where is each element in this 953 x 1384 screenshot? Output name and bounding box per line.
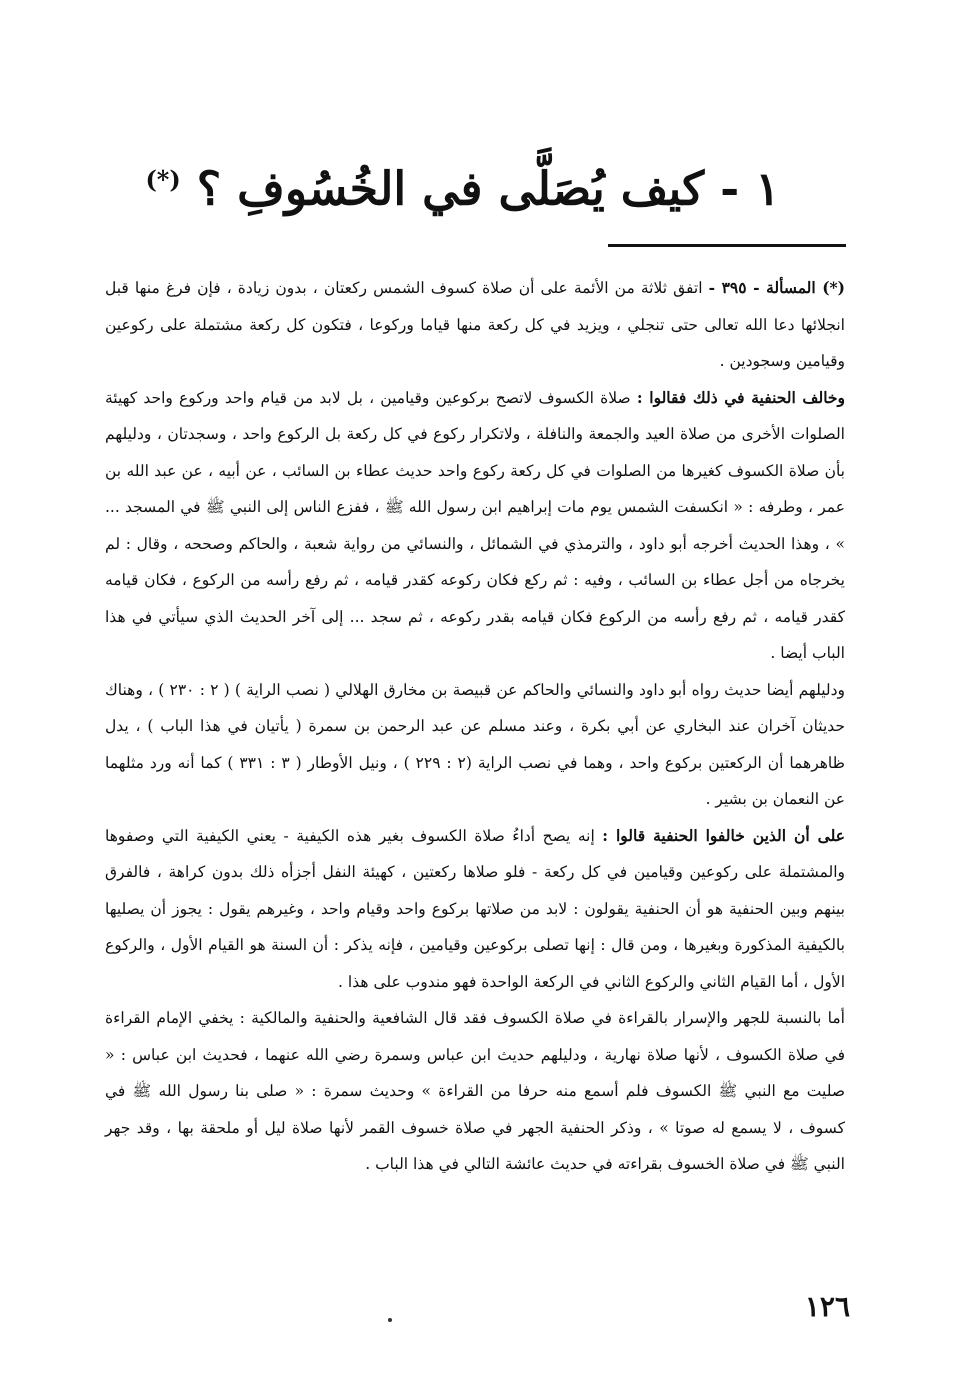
- paragraph-text: اتفق ثلاثة من الأئمة على أن صلاة كسوف الشمس ركعتان ، بدون زيادة ، فإن فرغ منها قبل انجلائها دعا الله تعالى حتى تنجلي ، ويزيد في كل ركعة منها قياما وركوعا ، فتكون كل ركعة مشتملة على ركوعين وقيامين وسجودين .: [105, 279, 845, 370]
- chapter-title-text: ١ - كيف يُصَلَّى في الخُسُوفِ ؟: [196, 161, 780, 216]
- chapter-title: [145, 140, 780, 228]
- footnote-paragraph-3: ودليلهم أيضا حديث رواه أبو داود والنسائي والحاكم عن قبيصة بن مخارق الهلالي ( نصب الراية ) ( ٢ : ٢٣٠ ) ، وهناك حديثان آخران عند البخاري عن أبي بكرة ، وعند مسلم عن عبد الرحمن بن سمرة ( يأتيان في هذا الباب ) ، يدل ظاهرهما أن الركعتين بركوع واحد ، وهما في نصب الراية (٢ : ٢٢٩ ) ، ونيل الأوطار ( ٣ : ٣٣١ ) كما أنه ورد مثلهما عن النعمان بن بشير .: [105, 680, 845, 808]
- footnote-mark: (*): [145, 165, 181, 194]
- footnote-separator: [608, 244, 846, 247]
- paragraph-text: إنه يصح أداءُ صلاة الكسوف بغير هذه الكيفية - يعني الكيفية التي وصفوها والمشتملة على ركوعين وقيامين في كل ركعة - فلو صلاها ركعتين ، كهيئة النفل أجزأه ذلك بدون كراهة ، فالفرق بينهم وبين الحنفية هو أن الحنفية يقولون : لابد من صلاتها بركوع واحد وقيام واحد ، وغيرهم يقول : يجوز أن يصليها بالكيفية المذكورة وبغيرها ، ومن قال : إنها تصلى بركوعين وقيامين ، فإنه يذكر : أن السنة هو القيام الأول ، والركوع الأول ، أما القيام الثاني والركوع الثاني في الركعة الواحدة فهو مندوب على هذا .: [105, 826, 845, 991]
- footnote-paragraph-4: [105, 818, 845, 1001]
- print-speck: [388, 1318, 392, 1322]
- paragraph-lead: على أن الذين خالفوا الحنفية قالوا :: [602, 825, 845, 845]
- page-number: ١٢٦: [804, 1290, 850, 1323]
- paragraph-lead: وخالف الحنفية في ذلك فقالوا :: [636, 387, 845, 407]
- footnote-body: [105, 270, 845, 1183]
- footnote-paragraph-5: أما بالنسبة للجهر والإسرار بالقراءة في صلاة الكسوف فقد قال الشافعية والحنفية والمالكية : يخفي الإمام القراءة في صلاة الكسوف ، لأنها صلاة نهارية ، ودليلهم حديث ابن عباس وسمرة رضي الله عنهما ، فحديث ابن عباس : « صليت مع النبي ﷺ الكسوف فلم أسمع منه حرفا من القراءة » وحديث سمرة : « صلى بنا رسول الله ﷺ في كسوف ، لا يسمع له صوتا » ، وذكر الحنفية الجهر في صلاة خسوف القمر لأنها صلاة ليل أو ملحقة بها ، وقد جهر النبي ﷺ في صلاة الخسوف بقراءته في حديث عائشة التالي في هذا الباب .: [105, 1009, 845, 1173]
- footnote-paragraph-2: [105, 380, 845, 672]
- footnote-paragraph-1: [105, 270, 845, 380]
- paragraph-text: صلاة الكسوف لاتصح بركوعين وقيامين ، بل لابد من قيام واحد وركوع واحد كهيئة الصلوات الأخرى من صلاة العيد والجمعة والنافلة ، ولاتكرار ركوع في كل ركعة بل الركوع واحد ، وسجدتان ، ودليلهم بأن صلاة الكسوف كغيرها من الصلوات في كل ركعة ركوع واحد حديث عطاء بن السائب ، عن أبيه ، عن عبد الله بن عمر ، وطرفه : « انكسفت الشمس يوم مات إبراهيم ابن رسول الله ﷺ ، ففزع الناس إلى النبي ﷺ في المسجد ... » ، وهذا الحديث أخرجه أبو داود ، والترمذي في الشمائل ، والنسائي من رواية شعبة ، والحاكم وصححه ، وقال : لم يخرجاه من أجل عطاء بن السائب ، وفيه : ثم ركع فكان ركوعه كقدر قيامه ، ثم رفع رأسه من الركوع ، فكان قيامه كقدر قيامه ، ثم رفع رأسه من الركوع فكان قيامه بقدر ركوعه ، ثم سجد ... إلى آخر الحديث الذي سيأتي في هذا الباب أيضا .: [105, 388, 845, 662]
- question-number: (*) المسألة - ٣٩٥ -: [708, 278, 845, 297]
